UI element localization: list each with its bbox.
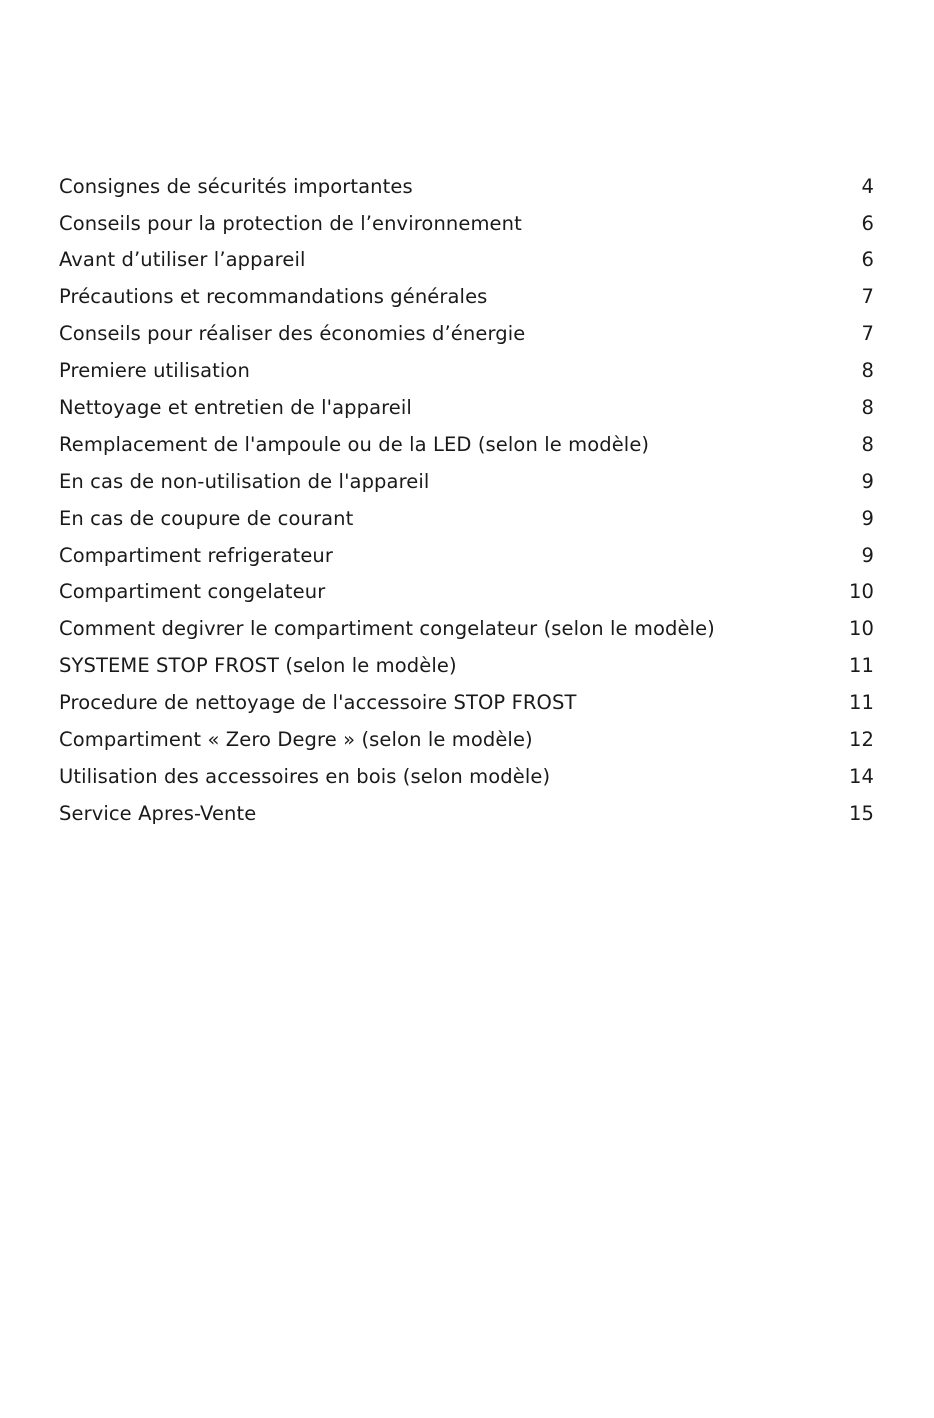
toc-entry-page: 12 [848,728,874,752]
toc-entry-title: Précautions et recommandations générales [59,285,488,309]
toc-entry-title: Comment degivrer le compartiment congelateur (selon le modèle) [59,617,715,641]
toc-entry [59,648,874,685]
toc-entry-page: 6 [861,211,874,235]
toc-entry-page: 9 [861,506,874,530]
toc-entry-page: 14 [848,764,874,788]
toc-entry [59,242,874,279]
toc-entry-title: Premiere utilisation [59,359,250,383]
toc-entry-page: 8 [861,359,874,383]
toc-entry-page: 7 [861,322,874,346]
toc-entry-title: Conseils pour réaliser des économies d’énergie [59,322,526,346]
toc-entry-page: 11 [848,691,874,715]
toc-entry [59,352,874,389]
toc-entry [59,389,874,426]
toc-entry-page: 10 [848,580,874,604]
toc-entry-title: Avant d’utiliser l’appareil [59,248,306,272]
toc-entry-title: Conseils pour la protection de l’environnement [59,211,522,235]
toc-entry [59,684,874,721]
toc-entry [59,721,874,758]
toc-entry-title: Compartiment refrigerateur [59,543,333,567]
toc-entry [59,500,874,537]
toc-entry-title: Compartiment congelateur [59,580,326,604]
toc-entry-title: Procedure de nettoyage de l'accessoire STOP FROST [59,691,577,715]
toc-entry-title: Compartiment « Zero Degre » (selon le modèle) [59,728,533,752]
toc-entry [59,537,874,574]
toc-entry [59,463,874,500]
toc-entry-page: 7 [861,285,874,309]
toc-entry-page: 8 [861,432,874,456]
toc-entry-page: 10 [848,617,874,641]
toc-entry-page: 4 [861,174,874,198]
toc-entry [59,574,874,611]
toc-entry-page: 15 [848,801,874,825]
toc-entry-title: Remplacement de l'ampoule ou de la LED (selon le modèle) [59,432,650,456]
toc-entry [59,758,874,795]
toc-entry [59,795,874,832]
toc-entry-title: SYSTEME STOP FROST (selon le modèle) [59,654,457,678]
toc-entry [59,611,874,648]
toc-entry-page: 6 [861,248,874,272]
toc-entry [59,316,874,353]
toc-entry-page: 9 [861,543,874,567]
toc-entry-page: 11 [848,654,874,678]
toc-entry-title: Utilisation des accessoires en bois (selon modèle) [59,764,551,788]
toc-entry-title: Consignes de sécurités importantes [59,174,413,198]
toc-entry-title: En cas de coupure de courant [59,506,354,530]
toc-entry-title: Service Apres-Vente [59,801,257,825]
toc-entry-page: 9 [861,469,874,493]
toc-entry [59,168,874,205]
toc-entry-title: En cas de non-utilisation de l'appareil [59,469,430,493]
table-of-contents [59,168,874,832]
toc-entry [59,205,874,242]
toc-entry [59,426,874,463]
toc-entry [59,279,874,316]
toc-entry-title: Nettoyage et entretien de l'appareil [59,396,412,420]
toc-entry-page: 8 [861,396,874,420]
